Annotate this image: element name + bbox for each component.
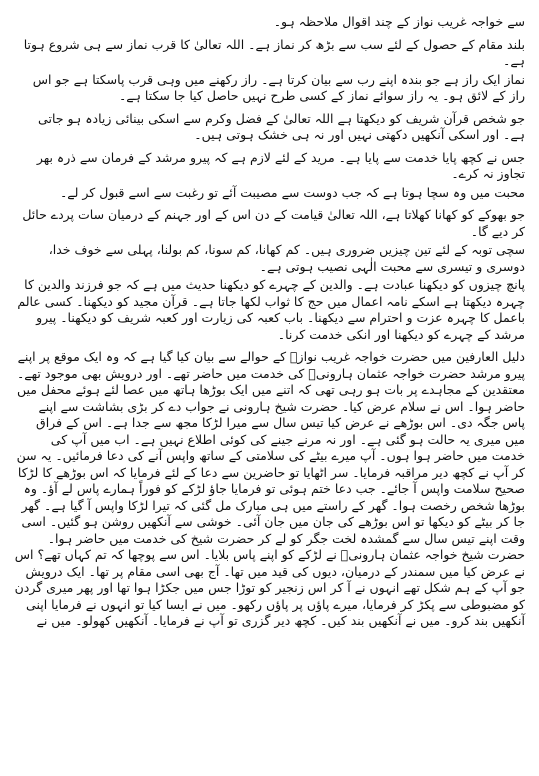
saying-prayer-secret: نماز ایک راز ہے جو بندہ اپنے رب سے بیان کرتا ہے۔ راز رکھنے میں وہی قرب پاسکتا ہے جو اس راز کے لائق ہو۔ یہ راز سوائے نماز کے کسی طرح نہیں حاصل کیا جا سکتا ہے۔	[32, 71, 525, 103]
saying-prayer: بلند مقام کے حصول کے لئے سب سے بڑھ کر نماز ہے۔ اللہ تعالیٰ کا قرب نماز سے ہی شروع ہوتا ہے۔	[23, 36, 525, 68]
saying-repentance: سچی توبہ کے لئے تین چیزیں ضروری ہیں۔ کم کھانا، کم سونا، کم بولنا، پہلی سے خوف خدا، دوسری و تیسری سے محبت الٰہی نصیب ہوتی ہے۔	[48, 242, 525, 274]
saying-quran-sight: جو شخص قرآن شریف کو دیکھتا ہے اللہ تعالیٰ کے فضل وکرم سے اسکی بینائی زیادہ ہو جاتی ہے۔ اور اسکی آنکھیں دکھتی نہیں اور نہ ہی خشک ہوتی ہیں۔	[38, 110, 525, 142]
story-paragraph: دلیل العارفین میں حضرت خواجہ غریب نوازؒ کے حوالے سے بیان کیا گیا ہے کہ وہ ایک موقع پر اپنے پیرو مرشد حضرت خواجہ عثمان ہارونیؒ کی خدمت میں حاضر تھے۔ اور درویش بھی موجود تھے۔ معتقدین کے مجاہدے پر بات ہو رہی تھی کہ اتنے میں ایک بوڑھا ہاتھ میں عصا لئے ہوئے محفل میں حاضر ہوا۔ اس نے سلام عرض کیا۔ حضرت شیخ ہارونی نے جواب دے کر بڑی بشاشت سے اپنے پاس جگہ دی۔ اس بوڑھے نے عرض کیا تیس سال سے میرا لڑکا مجھ سے جدا ہے۔ اس کے فراق میں میری یہ حالت ہو گئی ہے۔ اور نہ مرنے جینے کی کوئی اطلاع نہیں ہے۔ اب میں آپ کی خدمت میں حاضر ہوا ہوں۔ آپ میرے بیٹے کی سلامتی کے ساتھ واپس آنے کی دعا فرمائیں۔ یہ سن کر آپ نے کچھ دیر مراقبہ فرمایا۔ سر اٹھایا تو حاضرین سے دعا کے لئے فرمایا کہ اس بوڑھے کا لڑکا صحیح سلامت واپس آ جائے۔ جب دعا ختم ہوئی تو فرمایا جاؤ لڑکے کو فوراً ہمارے پاس لے آؤ۔ وہ بوڑھا شخص رخصت ہوا۔ گھر کے راستے میں ہی مبارک مل گئی کہ تیرا لڑکا واپس آ گیا ہے۔ گھر جا کر بیٹے کو دیکھا تو اس بوڑھے کی جان میں جان آئی۔ خوشی سے آنکھیں روشن ہو گئیں۔ اسی وقت اپنے تیس سال سے گمشدہ لخت جگر کو لے کر حضرت شیخ کی خدمت میں حاضر ہوا۔ حضرت شیخ خواجہ عثمان ہارونیؒ نے لڑکے کو اپنے پاس بلایا۔ اس سے پوچھا کہ تم کہاں تھے؟ اس نے عرض کیا میں سمندر کے درمیان، دیوں کی قید میں تھا۔ آج بھی اسی مقام پر تھا۔ ایک درویش جو آپ کے ہم شکل تھے انہوں نے آ کر اس زنجیر کو توڑا جس میں جکڑا ہوا تھا اور پھر میری گردن کو مضبوطی سے پکڑ کر فرمایا، میرے پاؤں پر پاؤں رکھو۔ میں نے ایسا کیا تو انہوں نے فرمایا اپنی آنکھیں بند کرو۔ میں نے آنکھیں بند کیں۔ کچھ دیر گزری تو آپ نے فرمایا۔ آنکھیں کھولو۔ میں نے	[14, 349, 525, 628]
saying-five-things: پانچ چیزوں کو دیکھنا عبادت ہے۔ والدین کے چہرے کو دیکھنا حدیث میں ہے کہ جو فرزند والدین کا چہرہ دیکھتا ہے اسکے نامہ اعمال میں حج کا ثواب لکھا جاتا ہے۔ قرآن مجید کو دیکھنا۔ کسی عالم باعمل کا چہرہ عزت و احترام سے دیکھنا۔ باب کعبہ کی زیارت اور کعبہ شریف کو دیکھنا۔ پیرو مرشد کے چہرے کو دیکھنا اور انکی خدمت کرنا۔	[17, 277, 525, 342]
saying-service: جس نے کچھ پایا خدمت سے پایا ہے۔ مرید کے لئے لازم ہے کہ پیرو مرشد کے فرمان سے ذرہ بھر تجاوز نہ کرے۔	[36, 149, 525, 181]
intro-line: سے خواجہ غریب نواز کے چند اقوال ملاحظہ ہو۔	[273, 14, 525, 29]
saying-feeding: جو بھوکے کو کھانا کھلاتا ہے، اللہ تعالیٰ قیامت کے دن اس کے اور جہنم کے درمیان سات پردے حائل کر دیے گا۔	[22, 207, 525, 239]
saying-love: محبت میں وہ سچا ہوتا ہے کہ جب دوست سے مصیبت آئے تو رغبت سے اسے قبول کر لے۔	[59, 184, 525, 200]
